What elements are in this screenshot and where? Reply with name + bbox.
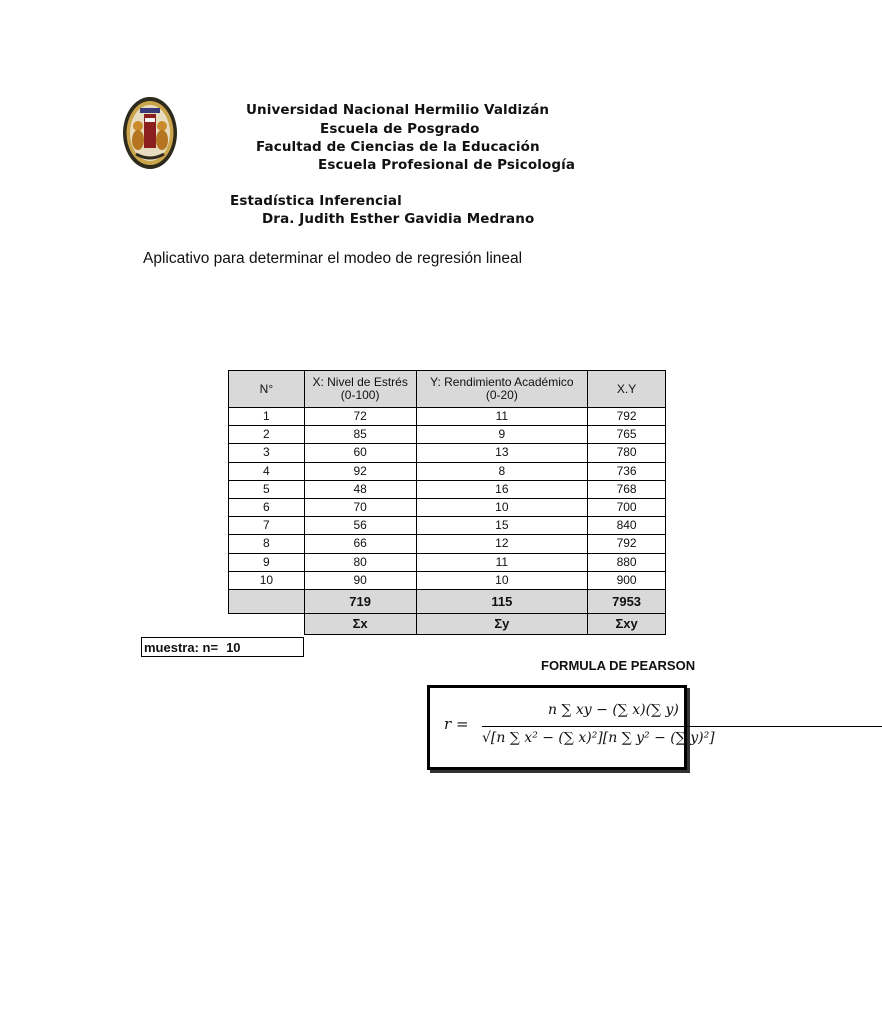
formula-numerator: n ∑ xy − (∑ x)(∑ y) bbox=[548, 702, 679, 718]
cell-y: 9 bbox=[416, 426, 588, 444]
table-row bbox=[229, 517, 666, 535]
data-table bbox=[228, 370, 666, 635]
cell-xy: 768 bbox=[588, 480, 666, 498]
header-x-line2: (0-100) bbox=[340, 388, 380, 402]
symbol-x: Σx bbox=[304, 613, 416, 634]
course-name: Estadística Inferencial bbox=[230, 193, 402, 209]
cell-n: 9 bbox=[229, 553, 305, 571]
formula-denominator: √[n ∑ x² − (∑ x)²][n ∑ y² − (∑ y)²] bbox=[482, 730, 715, 746]
header-y-line1: Y: Rendimiento Académico bbox=[430, 375, 574, 389]
sample-label: muestra: n= bbox=[144, 640, 219, 655]
cell-x: 80 bbox=[304, 553, 416, 571]
cell-xy: 792 bbox=[588, 408, 666, 426]
professor-name: Dra. Judith Esther Gavidia Medrano bbox=[262, 211, 535, 227]
header-y bbox=[416, 371, 588, 408]
table-row bbox=[229, 535, 666, 553]
sum-xy: 7953 bbox=[588, 589, 666, 613]
cell-x: 90 bbox=[304, 571, 416, 589]
cell-y: 8 bbox=[416, 462, 588, 480]
cell-n: 4 bbox=[229, 462, 305, 480]
header-y-line2: (0-20) bbox=[485, 388, 518, 402]
symbol-blank bbox=[229, 613, 305, 634]
cell-x: 48 bbox=[304, 480, 416, 498]
cell-xy: 736 bbox=[588, 462, 666, 480]
pearson-formula-label: FORMULA DE PEARSON bbox=[541, 658, 696, 673]
sum-y: 115 bbox=[416, 589, 588, 613]
cell-xy: 880 bbox=[588, 553, 666, 571]
cell-y: 12 bbox=[416, 535, 588, 553]
table-row bbox=[229, 553, 666, 571]
symbol-y: Σy bbox=[416, 613, 588, 634]
cell-xy: 700 bbox=[588, 498, 666, 516]
cell-y: 11 bbox=[416, 408, 588, 426]
cell-n: 2 bbox=[229, 426, 305, 444]
header-n: N° bbox=[229, 371, 305, 408]
symbol-xy: Σxy bbox=[588, 613, 666, 634]
cell-n: 10 bbox=[229, 571, 305, 589]
sum-x: 719 bbox=[304, 589, 416, 613]
sample-value: 10 bbox=[226, 640, 241, 655]
table-header-row bbox=[229, 371, 666, 408]
table-row bbox=[229, 444, 666, 462]
cell-x: 60 bbox=[304, 444, 416, 462]
cell-n: 7 bbox=[229, 517, 305, 535]
cell-n: 8 bbox=[229, 535, 305, 553]
cell-y: 10 bbox=[416, 571, 588, 589]
program-name: Escuela Profesional de Psicología bbox=[318, 157, 576, 173]
cell-xy: 840 bbox=[588, 517, 666, 535]
table-row bbox=[229, 462, 666, 480]
cell-xy: 792 bbox=[588, 535, 666, 553]
cell-y: 13 bbox=[416, 444, 588, 462]
page-title: Aplicativo para determinar el modeo de regresión lineal bbox=[143, 250, 523, 267]
cell-n: 3 bbox=[229, 444, 305, 462]
header-x bbox=[304, 371, 416, 408]
cell-x: 72 bbox=[304, 408, 416, 426]
cell-y: 11 bbox=[416, 553, 588, 571]
cell-x: 92 bbox=[304, 462, 416, 480]
formula-lhs: r = bbox=[444, 715, 469, 733]
header-xy: X.Y bbox=[588, 371, 666, 408]
table-row bbox=[229, 426, 666, 444]
cell-xy: 765 bbox=[588, 426, 666, 444]
table-row bbox=[229, 571, 666, 589]
cell-xy: 780 bbox=[588, 444, 666, 462]
cell-n: 1 bbox=[229, 408, 305, 426]
table-row bbox=[229, 408, 666, 426]
cell-n: 5 bbox=[229, 480, 305, 498]
cell-x: 85 bbox=[304, 426, 416, 444]
school-name: Escuela de Posgrado bbox=[320, 121, 480, 137]
table-row bbox=[229, 480, 666, 498]
sample-size-box bbox=[141, 637, 304, 657]
cell-y: 16 bbox=[416, 480, 588, 498]
symbol-row bbox=[229, 613, 666, 634]
header-x-line1: X: Nivel de Estrés bbox=[312, 375, 408, 389]
university-name: Universidad Nacional Hermilio Valdizán bbox=[246, 102, 550, 118]
cell-n: 6 bbox=[229, 498, 305, 516]
cell-x: 70 bbox=[304, 498, 416, 516]
sum-row bbox=[229, 589, 666, 613]
cell-xy: 900 bbox=[588, 571, 666, 589]
table-row bbox=[229, 498, 666, 516]
faculty-name: Facultad de Ciencias de la Educación bbox=[256, 139, 540, 155]
fraction-bar bbox=[482, 726, 882, 727]
cell-y: 15 bbox=[416, 517, 588, 535]
pearson-formula-box bbox=[427, 685, 715, 770]
cell-y: 10 bbox=[416, 498, 588, 516]
cell-x: 66 bbox=[304, 535, 416, 553]
sum-blank bbox=[229, 589, 305, 613]
cell-x: 56 bbox=[304, 517, 416, 535]
